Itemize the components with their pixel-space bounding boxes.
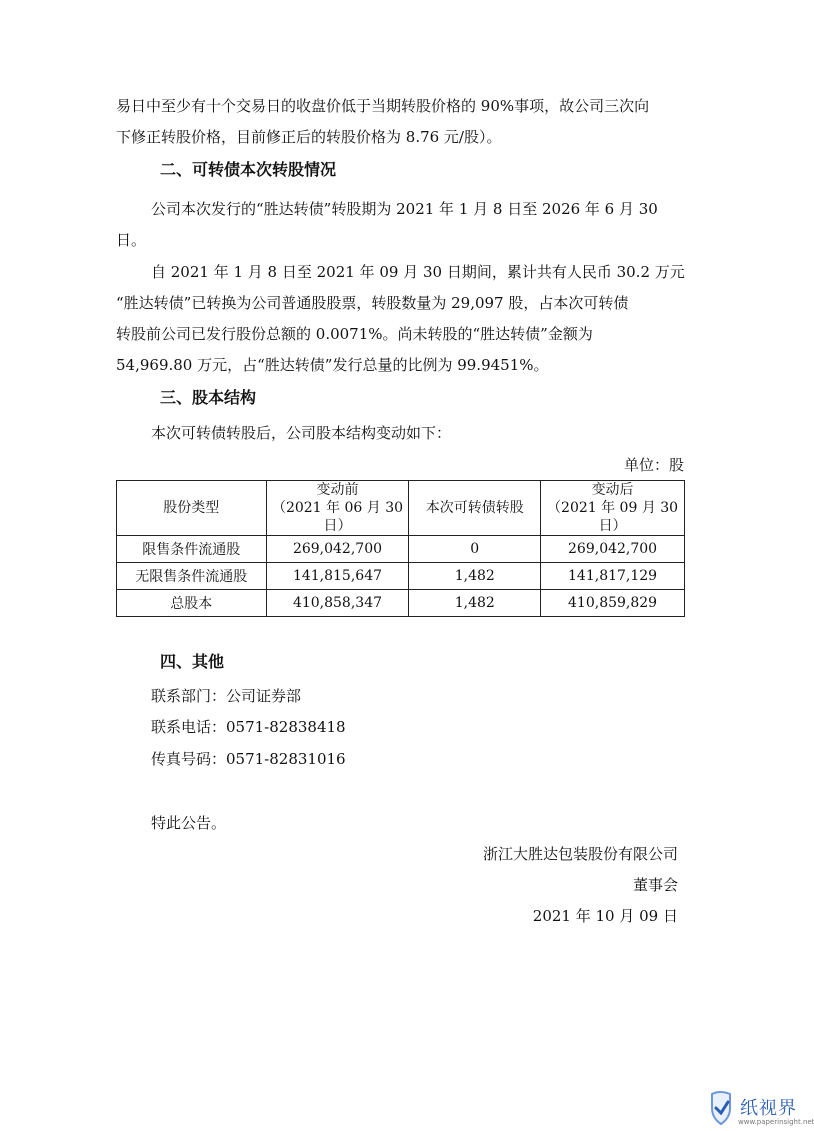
paragraph-line: 下修正转股价格，目前修正后的转股价格为 8.76 元/股）。: [116, 128, 502, 146]
header-before-date: （2021 年 06 月 30 日）: [271, 500, 404, 534]
header-before: [266, 481, 409, 536]
paragraph-line: 易日中至少有十个交易日的收盘价低于当期转股价格的 90%事项，故公司三次向: [116, 97, 650, 115]
cell-change: 1,482: [409, 563, 541, 590]
header-change: 本次可转债转股: [409, 481, 541, 536]
header-after: [541, 481, 685, 536]
unit-label: 单位：股: [623, 456, 684, 474]
cell-after: 269,042,700: [541, 536, 685, 563]
paragraph-line: 转股前公司已发行股份总额的 0.0071%。尚未转股的“胜达转债”金额为: [116, 325, 593, 343]
section-heading-2: 二、可转债本次转股情况: [160, 160, 337, 179]
cell-after: 141,817,129: [541, 563, 685, 590]
cell-type: 总股本: [117, 590, 267, 617]
header-after-main: 变动后: [591, 482, 634, 498]
cell-before: 269,042,700: [266, 536, 409, 563]
watermark-text: 纸视界: [740, 1098, 797, 1119]
table-header-row: [117, 481, 685, 536]
section-heading-4: 四、其他: [160, 652, 225, 671]
paragraph-line: 自 2021 年 1 月 8 日至 2021 年 09 月 30 日期间，累计共有人民币 30.2 万元: [151, 263, 685, 281]
cell-before: 410,858,347: [266, 590, 409, 617]
header-after-date: （2021 年 09 月 30 日）: [547, 500, 679, 534]
watermark-url: www.paperinsight.net: [738, 1118, 814, 1126]
table-row: [117, 563, 685, 590]
header-before-main: 变动前: [316, 482, 359, 498]
cell-before: 141,815,647: [266, 563, 409, 590]
contact-department: 联系部门：公司证券部: [151, 687, 302, 705]
cell-change: 1,482: [409, 590, 541, 617]
contact-fax: 传真号码：0571-82831016: [151, 750, 346, 768]
board-name: 董事会: [632, 876, 678, 894]
section-heading-3: 三、股本结构: [160, 388, 257, 407]
company-name: 浙江大胜达包装股份有限公司: [482, 845, 678, 863]
paragraph-line: 54,969.80 万元，占“胜达转债”发行总量的比例为 99.9451%。: [116, 356, 549, 374]
cell-type: 无限售条件流通股: [117, 563, 267, 590]
closing-notice: 特此公告。: [151, 814, 227, 832]
cell-type: 限售条件流通股: [117, 536, 267, 563]
announcement-date: 2021 年 10 月 09 日: [532, 907, 678, 925]
paragraph-line: “胜达转债”已转换为公司普通股股票，转股数量为 29,097 股，占本次可转债: [116, 294, 629, 312]
table-row: [117, 590, 685, 617]
table-row: [117, 536, 685, 563]
header-share-type: 股份类型: [117, 481, 267, 536]
cell-after: 410,859,829: [541, 590, 685, 617]
cell-change: 0: [409, 536, 541, 563]
paragraph-line: 日。: [116, 231, 147, 249]
share-structure-table: [116, 480, 685, 617]
contact-phone: 联系电话：0571-82838418: [151, 718, 346, 736]
paragraph-line: 本次可转债转股后，公司股本结构变动如下：: [151, 424, 452, 442]
paragraph-line: 公司本次发行的“胜达转债”转股期为 2021 年 1 月 8 日至 2026 年 6 月 30: [151, 200, 658, 218]
